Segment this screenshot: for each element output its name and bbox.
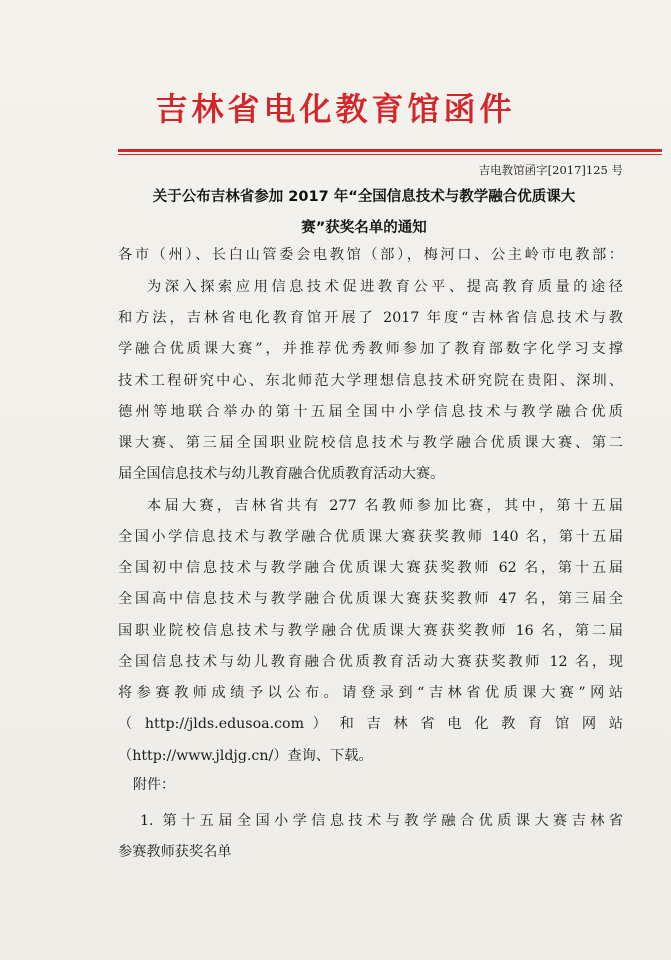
letterhead-rule-thick (118, 149, 662, 152)
paragraph2-line: 本届大赛，吉林省共有 277 名教师参加比赛，其中，第十五届 (147, 498, 623, 514)
paragraph1-line: 届全国信息技术与幼儿教育融合优质教育活动大赛。 (118, 466, 445, 482)
notice-title-line-1: 关于公布吉林省参加 2017 年“全国信息技术与教学融合优质课大 (152, 189, 576, 205)
paragraph1-line: 为深入探索应用信息技术促进教育公平、提高教育质量的途径 (147, 279, 623, 295)
paragraph1-line: 课大赛、第三届全国职业院校信息技术与教学融合优质课大赛、第二 (118, 435, 623, 451)
attachment-item-1: 1. 第十五届全国小学信息技术与教学融合优质课大赛吉林省 (140, 813, 623, 829)
letterhead-title: 吉林省电化教育馆函件 (155, 90, 516, 128)
paragraph2-line: 全国信息技术与幼儿教育融合优质教育活动大赛获奖教师 12 名，现 (118, 654, 623, 670)
paragraph1-line: 技术工程研究中心、东北师范大学理想信息技术研究院在贵阳、深圳、 (118, 373, 623, 389)
paragraph2-line: 全国初中信息技术与教学融合优质课大赛获奖教师 62 名，第十五届 (118, 560, 623, 576)
paragraph1-line: 德州等地联合举办的第十五届全国中小学信息技术与教学融合优质 (118, 404, 623, 420)
paragraph2-line: 全国高中信息技术与教学融合优质课大赛获奖教师 47 名，第三届全 (118, 591, 623, 607)
letterhead-rule-thin (118, 154, 662, 155)
paragraph2-line: 全国小学信息技术与教学融合优质课大赛获奖教师 140 名，第十五届 (118, 529, 623, 545)
recipients-line: 各市（州）、长白山管委会电教馆（部），梅河口、公主岭市电教部： (118, 247, 623, 263)
notice-title-line-2: 赛”获奖名单的通知 (301, 220, 427, 236)
paragraph1-line: 和方法，吉林省电化教育馆开展了 2017 年度“吉林省信息技术与教 (118, 310, 623, 326)
paragraph2-line: 国职业院校信息技术与教学融合优质课大赛获奖教师 16 名，第二届 (118, 623, 623, 639)
attachment-item-1-continued: 参赛教师获奖名单 (118, 844, 232, 860)
paragraph1-line: 学融合优质课大赛”，并推荐优秀教师参加了教育部数字化学习支撑 (118, 341, 623, 357)
paragraph2-line-url: （http://www.jldjg.cn/）查询、下载。 (118, 748, 373, 764)
paragraph2-line-url: （ http://jlds.edusoa.com ） 和 吉 林 省 电 化 教 育 馆 网 站 (118, 716, 623, 732)
document-number: 吉电教馆函字[2017]125 号 (478, 163, 623, 177)
attachments-label: 附件： (133, 777, 175, 793)
paragraph2-line: 将参赛教师成绩予以公布。请登录到“吉林省优质课大赛”网站 (118, 685, 623, 701)
